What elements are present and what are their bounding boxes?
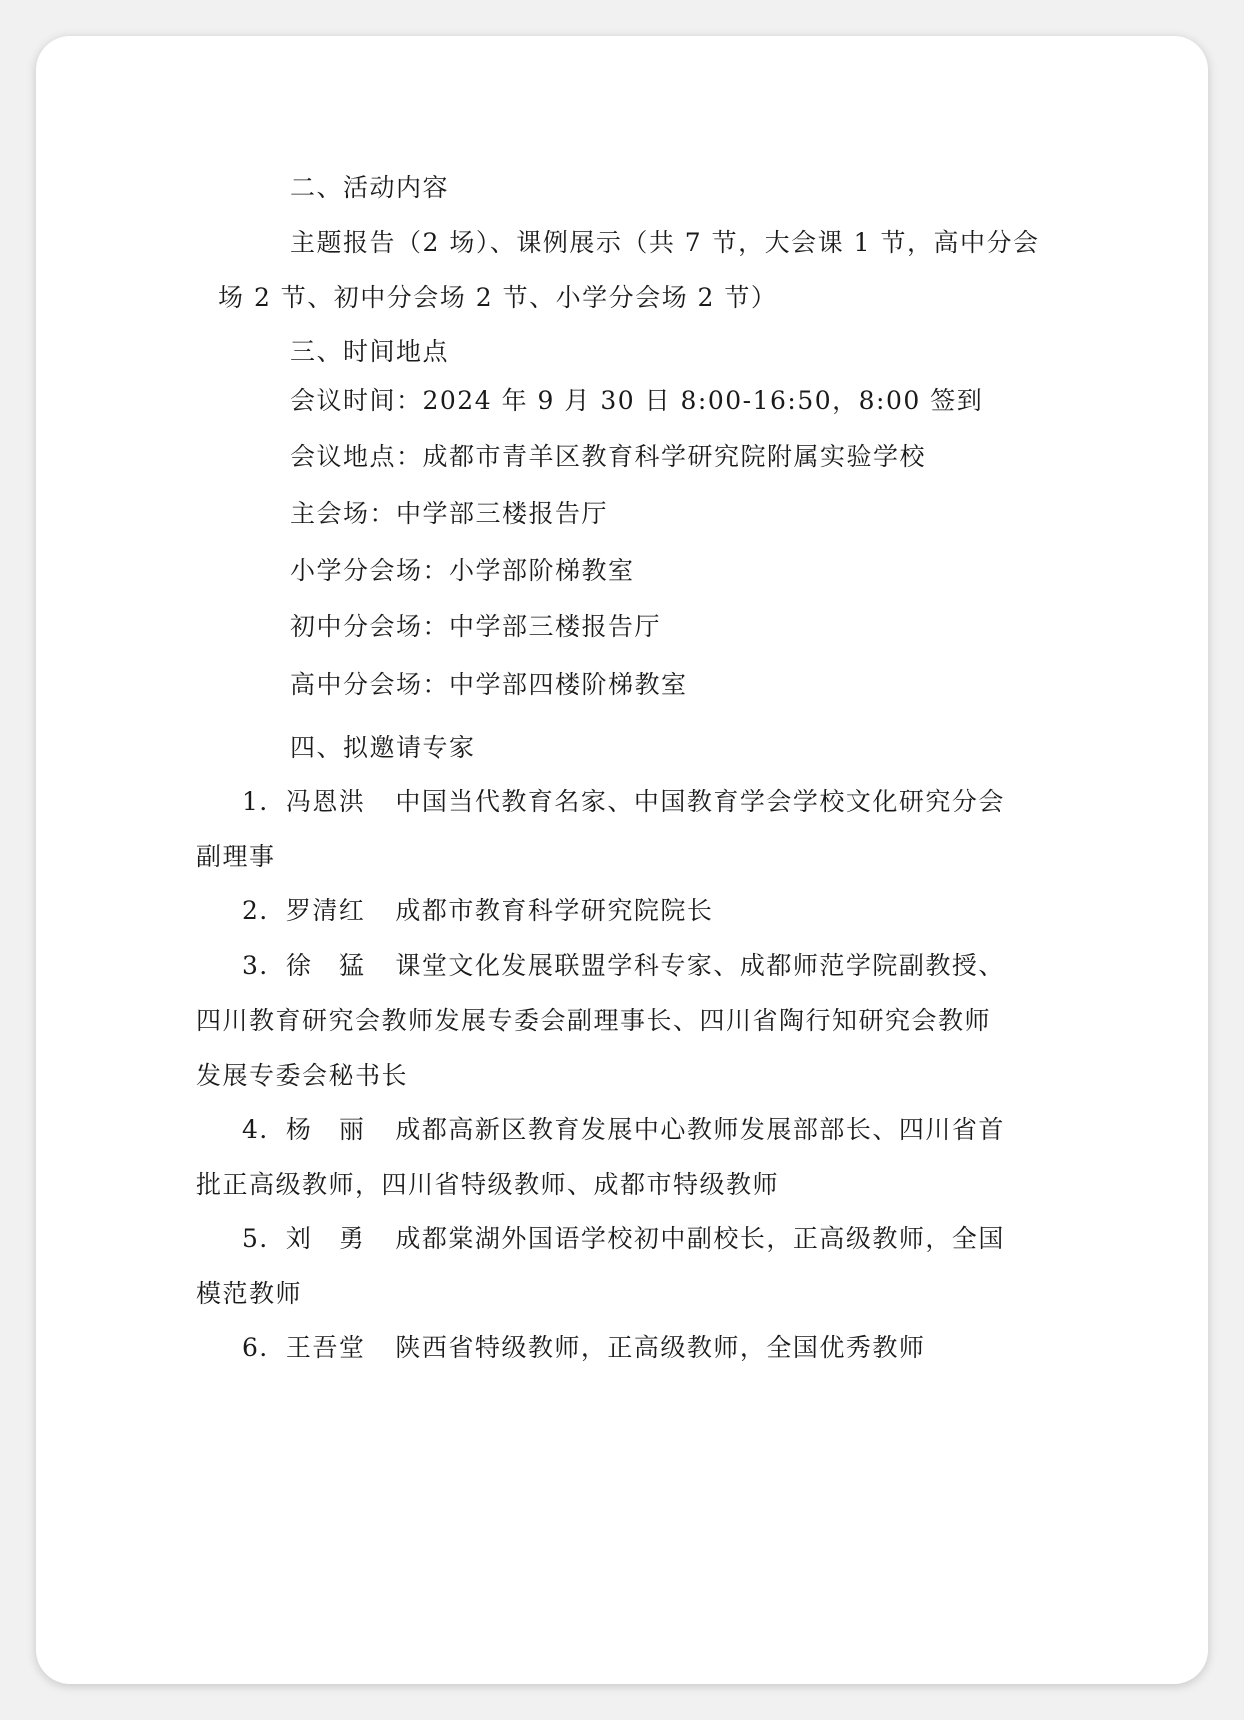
document-page [36,36,1208,1684]
expert-3-line-1 [242,949,1005,983]
expert-1-line-2: 副理事 [196,842,276,871]
meeting-time: 会议时间：2024 年 9 月 30 日 8:00-16:50，8:00 签到 [290,386,984,415]
expert-4-line-1 [242,1113,1005,1147]
expert-5-title: 成都棠湖外国语学校初中副校长，正高级教师，全国 [395,1224,1005,1253]
senior-venue: 高中分会场：中学部四楼阶梯教室 [290,670,688,699]
section-2-line-1: 主题报告（2 场）、课例展示（共 7 节，大会课 1 节，高中分会 [290,228,1040,257]
expert-6-title: 陕西省特级教师，正高级教师，全国优秀教师 [395,1333,926,1362]
expert-1-line-1 [242,785,1005,819]
expert-4-title: 成都高新区教育发展中心教师发展部部长、四川省首 [395,1115,1005,1144]
expert-5-line-1 [242,1222,1005,1256]
expert-4-line-2: 批正高级教师，四川省特级教师、成都市特级教师 [196,1170,780,1199]
expert-2-name: 2．罗清红 [242,896,366,925]
expert-1-name: 1．冯恩洪 [242,787,366,816]
expert-6-name: 6．王吾堂 [242,1333,366,1362]
section-3-heading: 三、时间地点 [290,337,450,366]
expert-3-line-2: 四川教育研究会教师发展专委会副理事长、四川省陶行知研究会教师 [196,1006,992,1035]
junior-venue: 初中分会场：中学部三楼报告厅 [290,612,662,641]
section-4-heading: 四、拟邀请专家 [290,733,476,762]
primary-venue: 小学分会场：小学部阶梯教室 [290,556,635,585]
meeting-place: 会议地点：成都市青羊区教育科学研究院附属实验学校 [290,442,927,471]
section-2-heading: 二、活动内容 [290,173,450,202]
expert-1-title: 中国当代教育名家、中国教育学会学校文化研究分会 [395,787,1005,816]
expert-2-line-1 [242,894,713,928]
expert-5-name: 5．刘 勇 [242,1224,366,1253]
expert-3-line-3: 发展专委会秘书长 [196,1061,409,1090]
expert-5-line-2: 模范教师 [196,1279,303,1308]
main-venue: 主会场：中学部三楼报告厅 [290,499,609,528]
section-2-line-2: 场 2 节、初中分会场 2 节、小学分会场 2 节） [218,283,778,312]
expert-3-name: 3．徐 猛 [242,951,366,980]
expert-3-title: 课堂文化发展联盟学科专家、成都师范学院副教授、 [395,951,1005,980]
expert-4-name: 4．杨 丽 [242,1115,366,1144]
expert-2-title: 成都市教育科学研究院院长 [395,896,714,925]
expert-6-line-1 [242,1331,925,1365]
